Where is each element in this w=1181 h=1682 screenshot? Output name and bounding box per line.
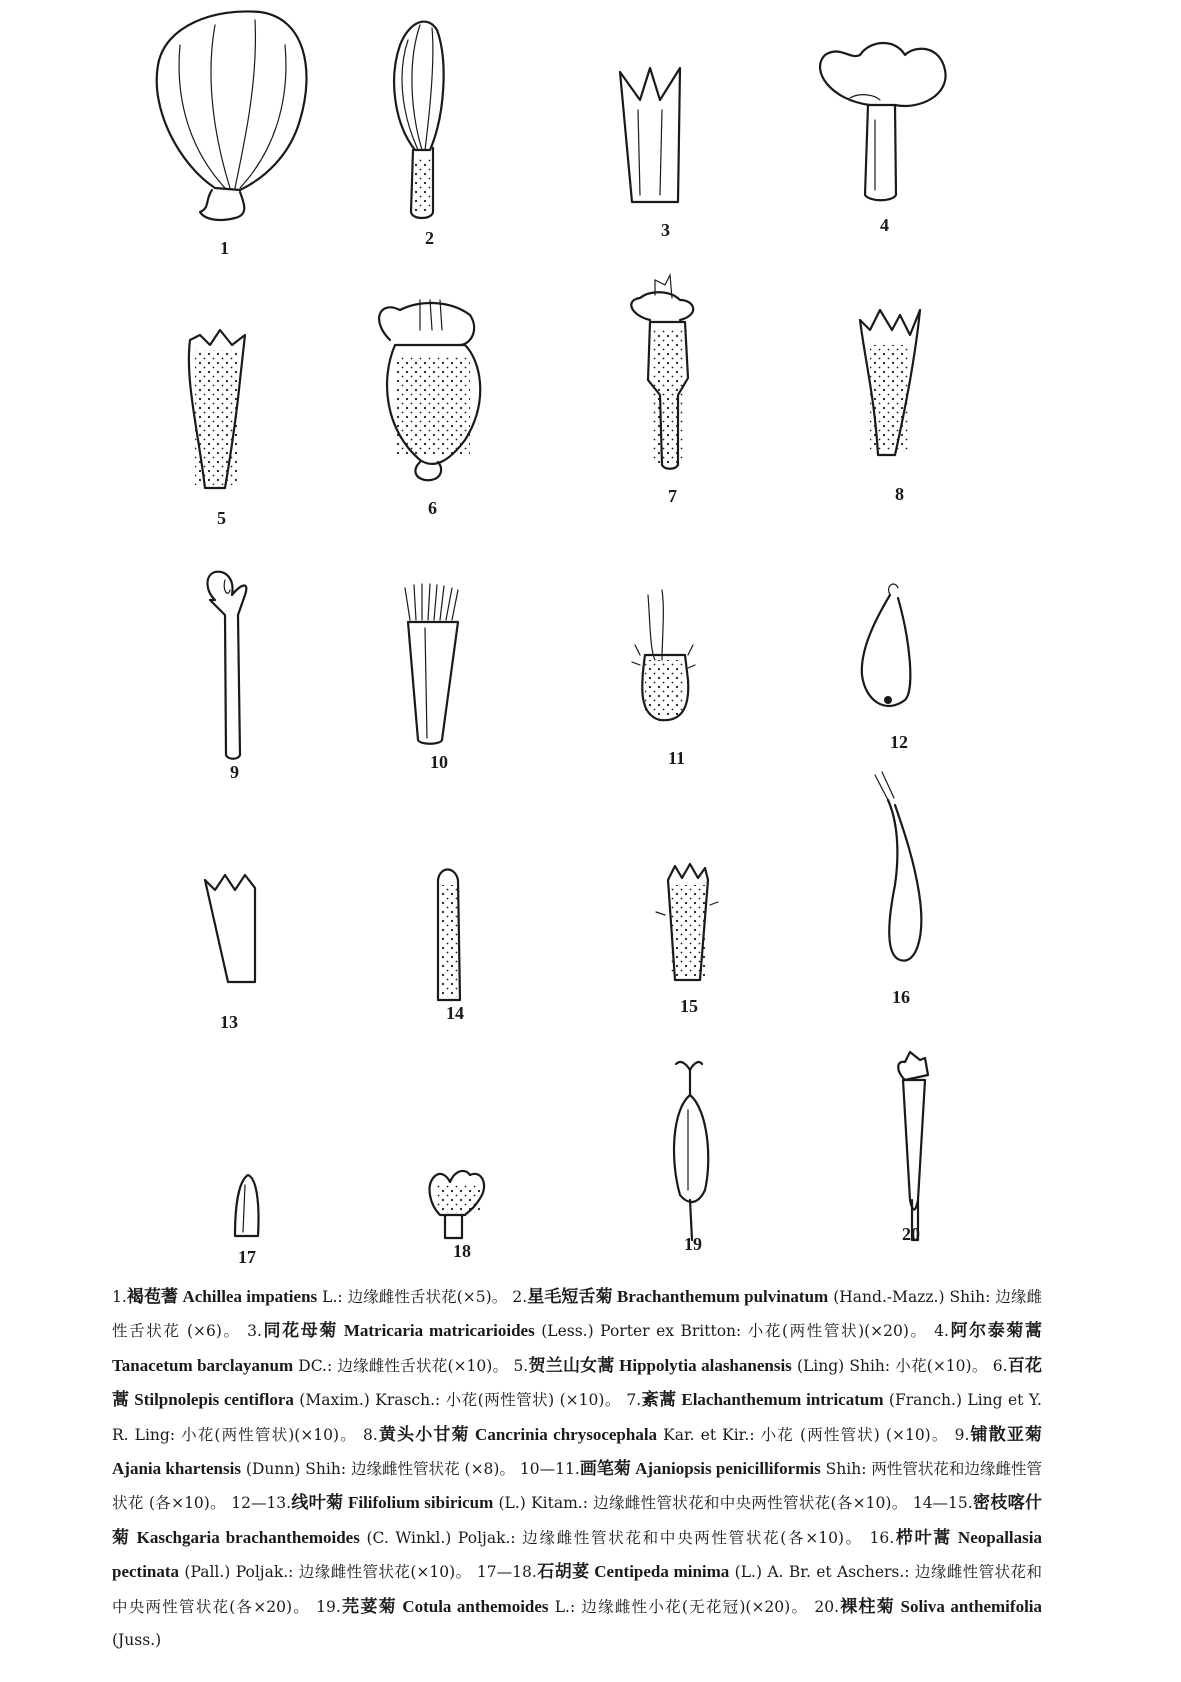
caption-text: L.: 边缘雌性小花(无花冠)(×20)。 20. [548,1597,840,1616]
species-name: 铺散亚菊 Ajania khartensis [112,1424,1042,1479]
species-name: 石胡荽 Centipeda minima [536,1562,730,1582]
caption-text: (Pall.) Poljak.: 边缘雌性管状花(×10)。 17—18. [179,1563,537,1582]
figure-label-8: 8 [895,484,904,504]
figure-label-10: 10 [430,752,448,772]
figure-5 [189,330,245,488]
figure-label-2: 2 [425,228,434,248]
figure-label-1: 1 [220,238,229,258]
figure-15 [656,864,718,980]
figure-3 [620,68,680,202]
caption-text: (Hand.-Mazz.) Shih: 边缘雌性舌状花 (×6)。 3. [112,1288,1042,1341]
figure-label-11: 11 [668,748,686,768]
figure-caption [112,1280,1042,1657]
figure-1 [157,11,307,220]
species-name: 贺兰山女蒿 Hippolytia alashanensis [528,1355,792,1375]
figure-16 [875,772,921,961]
figure-label-15: 15 [680,996,698,1016]
figure-label-12: 12 [890,732,908,752]
species-name: 线叶菊 Filifolium sibiricum [291,1493,494,1513]
caption-text: Kar. et Kir.: 小花 (两性管状) (×10)。 9. [657,1425,970,1444]
caption-text: (Juss.) [112,1631,162,1650]
figure-10 [405,584,458,744]
figure-label-18: 18 [453,1241,471,1261]
figure-9 [208,572,247,759]
figure-2 [394,22,443,218]
figure-label-19: 19 [684,1234,702,1254]
figure-label-4: 4 [880,215,889,235]
caption-text: (Less.) Porter ex Britton: 小花(两性管状)(×20)。 4. [534,1322,949,1341]
caption-text: (L.) Kitam.: 边缘雌性管状花和中央两性管状花(各×10)。 14—15. [493,1494,973,1513]
species-name: 紊蒿 Elachanthemum intricatum [641,1390,884,1410]
figure-label-3: 3 [661,220,670,240]
figure-20 [898,1052,928,1240]
figure-label-20: 20 [902,1224,920,1244]
figure-8 [860,310,920,455]
caption-text: L.: 边缘雌性舌状花(×5)。 2. [317,1288,528,1306]
caption-text: (C. Winkl.) Poljak.: 边缘雌性管状花和中央两性管状花(各×10)。 16. [359,1528,895,1547]
species-name: 阿尔泰菊蒿 Tanacetum barclayanum [112,1321,1042,1375]
caption-text: DC.: 边缘雌性舌状花(×10)。 5. [293,1356,529,1375]
figure-11 [632,590,695,720]
caption-text: Shih: 两性管状花和边缘雌性管状花 (各×10)。 12—13. [112,1460,1042,1513]
figure-17 [235,1175,259,1236]
caption-text: (L.) A. Br. et Aschers.: 边缘雌性管状花和中央两性管状花(各×20)。 19. [112,1563,1043,1616]
species-name: 密枝喀什菊 Kaschgaria brachanthemoides [112,1493,1042,1547]
species-name: 芫荽菊 Cotula anthemoides [340,1596,549,1616]
species-name: 黄头小甘菊 Cancrinia chrysocephala [377,1424,658,1444]
species-name: 裸柱菊 Soliva anthemifolia [839,1596,1043,1616]
species-name: 栉叶蒿 Neopallasia pectinata [112,1527,1042,1582]
caption-text: 1. [112,1288,127,1306]
figure-13 [205,875,255,982]
figure-label-9: 9 [230,762,239,782]
figure-4 [820,43,946,200]
figure-label-7: 7 [668,486,677,506]
figure-label-5: 5 [217,508,226,528]
species-name: 百花蒿 Stilpnolepis centiflora [112,1355,1042,1410]
figure-label-6: 6 [428,498,437,518]
species-name: 同花母菊 Matricaria matricarioides [261,1321,535,1341]
figure-6 [379,300,480,480]
figure-label-13: 13 [220,1012,238,1032]
species-name: 星毛短舌菊 Brachanthemum pulvinatum [527,1287,829,1306]
figure-label-16: 16 [892,987,910,1007]
caption-text: (Dunn) Shih: 边缘雌性管状花 (×8)。 10—11. [240,1460,580,1479]
figure-label-17: 17 [238,1247,256,1267]
figure-19 [674,1062,708,1240]
species-name: 褐苞蓍 Achillea impatiens [126,1287,318,1306]
caption-text: (Maxim.) Krasch.: 小花(两性管状) (×10)。 7. [293,1391,642,1410]
figure-14 [438,870,460,1001]
species-name: 画笔菊 Ajaniopsis penicilliformis [579,1459,821,1479]
figure-18 [430,1171,485,1238]
caption-text: (Ling) Shih: 小花(×10)。 6. [791,1356,1008,1375]
caption-text: (Franch.) Ling et Y. R. Ling: 小花(两性管状)(×10)。 8. [112,1391,1042,1444]
figure-12 [862,584,911,706]
figure-7 [631,275,693,469]
figure-label-14: 14 [446,1003,464,1023]
